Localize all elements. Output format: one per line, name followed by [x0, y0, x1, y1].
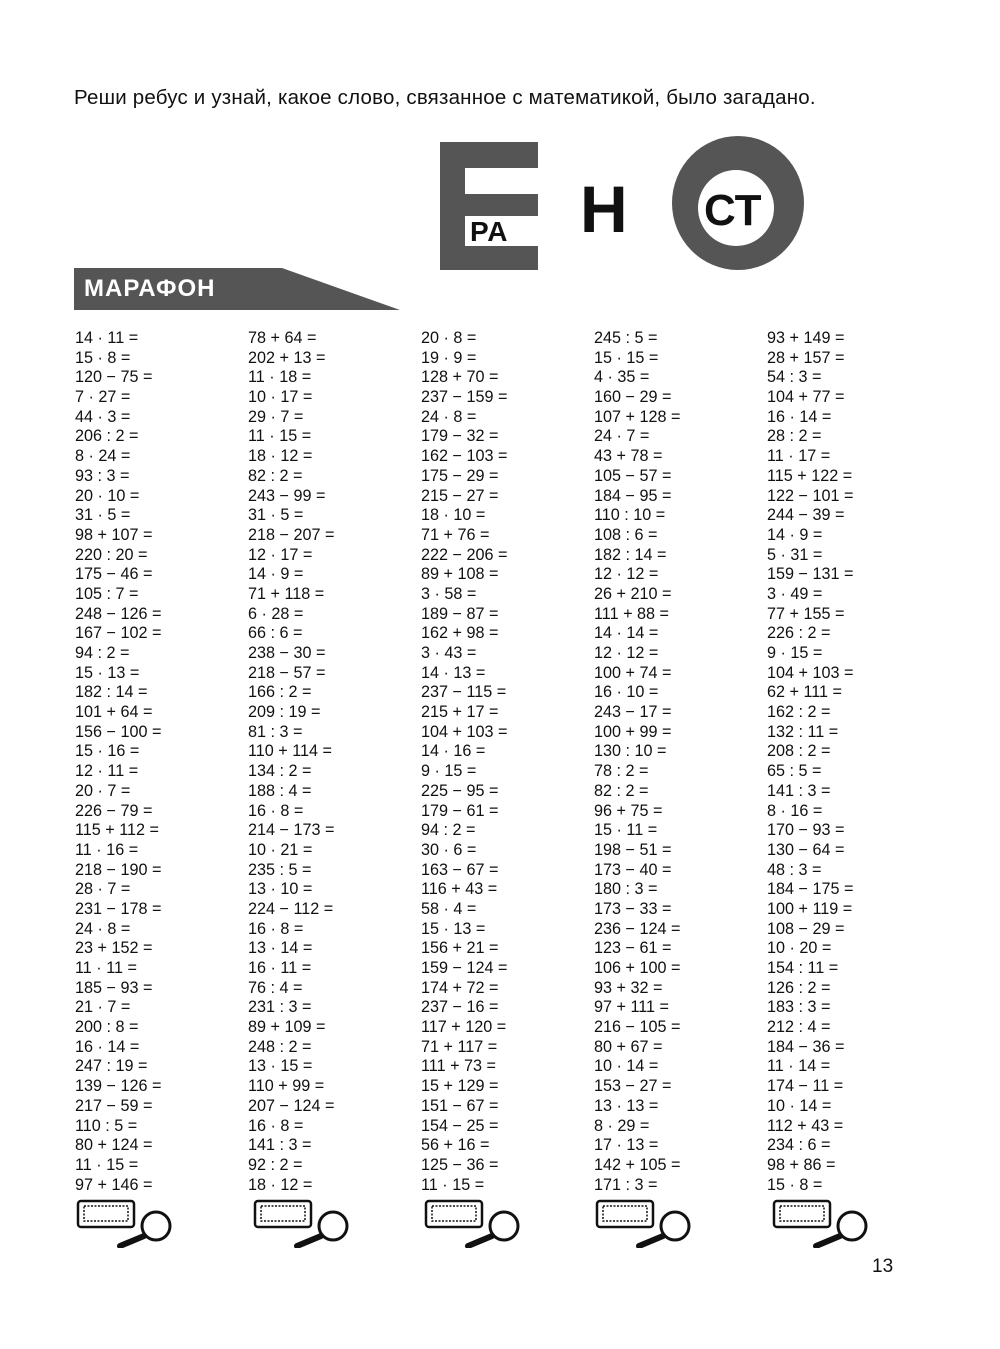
- exercise-item: 244 − 39 =: [767, 506, 845, 525]
- check-calculator-icon: [772, 1198, 872, 1248]
- exercise-item: 208 : 2 =: [767, 742, 831, 761]
- exercise-item: 156 + 21 =: [421, 939, 499, 958]
- exercise-item: 215 − 27 =: [421, 486, 499, 505]
- exercise-item: 5 · 31 =: [767, 545, 823, 564]
- exercise-item: 156 − 100 =: [75, 722, 162, 741]
- exercise-item: 8 · 24 =: [75, 447, 131, 466]
- exercise-item: 3 · 58 =: [421, 584, 477, 603]
- exercise-item: 17 · 13 =: [594, 1136, 659, 1155]
- exercise-item: 15 · 15 =: [594, 348, 659, 367]
- exercise-item: 24 · 8 =: [75, 919, 131, 938]
- exercise-item: 18 · 10 =: [421, 506, 486, 525]
- exercise-item: 94 : 2 =: [75, 644, 130, 662]
- exercise-item: 71 + 76 =: [421, 525, 490, 544]
- exercise-item: 215 + 17 =: [421, 703, 499, 722]
- page-number: 13: [872, 1256, 894, 1277]
- exercise-item: 110 : 5 =: [75, 1116, 138, 1135]
- exercise-item: 175 − 46 =: [75, 565, 153, 584]
- exercise-item: 116 + 43 =: [421, 880, 498, 899]
- exercise-item: 237 − 159 =: [421, 388, 508, 407]
- exercise-item: 100 + 74 =: [594, 663, 672, 682]
- exercise-item: 12 · 12 =: [594, 644, 659, 662]
- exercise-item: 130 : 10 =: [594, 742, 667, 761]
- exercise-item: 198 − 51 =: [594, 840, 672, 859]
- exercise-item: 3 · 43 =: [421, 644, 477, 662]
- exercise-item: 154 : 11 =: [767, 959, 839, 977]
- exercise-item: 78 : 2 =: [594, 762, 649, 781]
- exercise-item: 56 + 16 =: [421, 1136, 490, 1155]
- exercise-item: 9 · 15 =: [767, 644, 823, 662]
- exercise-item: 6 · 28 =: [248, 604, 304, 623]
- exercise-item: 222 − 206 =: [421, 545, 508, 564]
- exercise-item: 218 − 190 =: [75, 860, 162, 879]
- exercise-item: 123 − 61 =: [594, 939, 672, 958]
- exercise-item: 207 − 124 =: [248, 1096, 335, 1115]
- exercise-item: 182 : 14 =: [75, 683, 148, 702]
- exercise-item: 159 − 131 =: [767, 565, 854, 584]
- exercise-item: 11 · 17 =: [767, 447, 831, 466]
- exercise-item: 218 − 57 =: [248, 663, 326, 682]
- exercise-item: 111 + 73 =: [421, 1057, 497, 1076]
- exercise-item: 78 + 64 =: [248, 329, 317, 347]
- exercise-item: 212 : 4 =: [767, 1018, 831, 1037]
- exercise-item: 9 · 15 =: [421, 762, 477, 781]
- exercise-item: 153 − 27 =: [594, 1077, 672, 1096]
- exercise-item: 141 : 3 =: [248, 1136, 312, 1155]
- exercise-item: 43 + 78 =: [594, 447, 663, 466]
- exercise-item: 206 : 2 =: [75, 427, 139, 446]
- rebus-letter-e: [440, 142, 538, 270]
- exercise-item: 23 + 152 =: [75, 939, 153, 958]
- exercise-item: 8 · 29 =: [594, 1116, 650, 1135]
- exercise-item: 13 · 13 =: [594, 1096, 659, 1115]
- exercise-item: 125 − 36 =: [421, 1155, 499, 1174]
- exercise-item: 20 · 10 =: [75, 486, 140, 505]
- exercise-item: 141 : 3 =: [767, 781, 831, 800]
- task-instruction: Реши ребус и узнай, какое слово, связанное с математикой, было загадано.: [74, 86, 816, 109]
- exercise-item: 189 − 87 =: [421, 604, 499, 623]
- exercise-item: 15 + 129 =: [421, 1077, 499, 1096]
- exercise-item: 15 · 8 =: [75, 348, 131, 367]
- exercise-item: 14 · 14 =: [594, 624, 659, 643]
- exercise-item: 139 − 126 =: [75, 1077, 162, 1096]
- exercise-item: 217 − 59 =: [75, 1096, 153, 1115]
- exercise-column-2: [248, 329, 418, 1195]
- exercise-item: 89 + 108 =: [421, 565, 499, 584]
- exercise-item: 94 : 2 =: [421, 821, 476, 840]
- exercise-item: 81 : 3 =: [248, 722, 303, 741]
- exercise-item: 18 · 12 =: [248, 447, 313, 466]
- exercise-item: 62 + 111 =: [767, 683, 843, 702]
- exercise-item: 247 : 19 =: [75, 1057, 148, 1076]
- exercise-item: 162 + 98 =: [421, 624, 499, 643]
- exercise-item: 97 + 111 =: [594, 998, 670, 1017]
- exercise-item: 185 − 93 =: [75, 978, 153, 997]
- exercise-item: 11 · 15 =: [421, 1175, 485, 1194]
- exercise-item: 16 · 11 =: [248, 959, 312, 977]
- exercise-item: 28 · 7 =: [75, 880, 131, 899]
- exercise-item: 105 : 7 =: [75, 584, 139, 603]
- exercise-item: 13 · 14 =: [248, 939, 313, 958]
- exercise-item: 12 · 11 =: [75, 762, 139, 781]
- exercise-item: 10 · 17 =: [248, 388, 313, 407]
- exercise-item: 122 − 101 =: [767, 486, 854, 505]
- exercise-column-1: [75, 329, 245, 1195]
- exercise-item: 82 : 2 =: [248, 466, 303, 485]
- exercise-item: 54 : 3 =: [767, 368, 822, 387]
- exercise-column-4: [594, 329, 764, 1195]
- exercise-item: 159 − 124 =: [421, 959, 508, 977]
- rebus-o-inner-letters: СТ: [704, 186, 762, 235]
- exercise-item: 108 − 29 =: [767, 919, 845, 938]
- exercise-item: 174 − 11 =: [767, 1077, 844, 1096]
- rebus-letter-h: Н: [580, 172, 628, 246]
- exercise-item: 160 − 29 =: [594, 388, 672, 407]
- exercise-item: 15 · 13 =: [421, 919, 486, 938]
- rebus-e-inner-letters: РА: [470, 216, 509, 247]
- check-calculator-icon: [253, 1198, 353, 1248]
- exercise-item: 108 : 6 =: [594, 525, 658, 544]
- exercise-item: 77 + 155 =: [767, 604, 845, 623]
- exercise-item: 163 − 67 =: [421, 860, 499, 879]
- exercise-item: 209 : 19 =: [248, 703, 321, 722]
- exercise-item: 97 + 146 =: [75, 1175, 153, 1194]
- exercise-item: 184 − 36 =: [767, 1037, 845, 1056]
- exercise-item: 11 · 15 =: [75, 1155, 139, 1174]
- exercise-item: 162 − 103 =: [421, 447, 508, 466]
- exercise-item: 115 + 112 =: [75, 821, 160, 840]
- exercise-item: 224 − 112 =: [248, 899, 334, 918]
- exercise-item: 16 · 14 =: [767, 407, 832, 426]
- exercise-item: 104 + 103 =: [421, 722, 508, 741]
- exercise-item: 98 + 86 =: [767, 1155, 836, 1174]
- exercise-item: 16 · 10 =: [594, 683, 659, 702]
- exercise-item: 112 + 43 =: [767, 1116, 844, 1135]
- exercise-item: 20 · 8 =: [421, 329, 477, 347]
- exercise-item: 14 · 11 =: [75, 329, 139, 347]
- exercise-item: 14 · 13 =: [421, 663, 486, 682]
- exercise-item: 182 : 14 =: [594, 545, 667, 564]
- exercise-item: 154 − 25 =: [421, 1116, 499, 1135]
- exercise-item: 7 · 27 =: [75, 388, 131, 407]
- exercise-item: 100 + 119 =: [767, 899, 853, 918]
- exercise-item: 3 · 49 =: [767, 584, 823, 603]
- exercise-item: 238 − 30 =: [248, 644, 326, 662]
- exercise-item: 226 : 2 =: [767, 624, 831, 643]
- exercise-item: 13 · 15 =: [248, 1057, 313, 1076]
- exercise-item: 96 + 75 =: [594, 801, 663, 820]
- exercise-item: 44 · 3 =: [75, 407, 131, 426]
- exercise-item: 117 + 120 =: [421, 1018, 507, 1037]
- exercise-item: 18 · 12 =: [248, 1175, 313, 1194]
- exercise-item: 71 + 117 =: [421, 1037, 498, 1056]
- exercise-item: 31 · 5 =: [75, 506, 131, 525]
- exercise-item: 100 + 99 =: [594, 722, 672, 741]
- rebus-e-notch-top: [465, 168, 538, 194]
- exercise-item: 110 : 10 =: [594, 506, 666, 525]
- exercise-item: 82 : 2 =: [594, 781, 649, 800]
- exercise-item: 174 + 72 =: [421, 978, 499, 997]
- exercise-item: 66 : 6 =: [248, 624, 303, 643]
- exercise-item: 179 − 32 =: [421, 427, 499, 446]
- exercise-item: 183 : 3 =: [767, 998, 831, 1017]
- exercise-item: 65 : 5 =: [767, 762, 822, 781]
- exercise-column-5: [767, 329, 937, 1195]
- exercise-item: 101 + 64 =: [75, 703, 153, 722]
- exercise-item: 89 + 109 =: [248, 1018, 326, 1037]
- exercise-item: 48 : 3 =: [767, 860, 822, 879]
- exercise-item: 15 · 16 =: [75, 742, 140, 761]
- exercise-item: 218 − 207 =: [248, 525, 335, 544]
- exercise-item: 71 + 118 =: [248, 584, 325, 603]
- exercise-item: 26 + 210 =: [594, 584, 672, 603]
- exercise-item: 126 : 2 =: [767, 978, 831, 997]
- exercise-item: 29 · 7 =: [248, 407, 304, 426]
- exercise-item: 115 + 122 =: [767, 466, 853, 485]
- exercise-item: 11 · 16 =: [75, 840, 139, 859]
- exercise-item: 202 + 13 =: [248, 348, 326, 367]
- exercise-item: 11 · 11 =: [75, 959, 137, 977]
- exercise-item: 19 · 9 =: [421, 348, 477, 367]
- exercise-item: 216 − 105 =: [594, 1018, 681, 1037]
- exercise-column-3: [421, 329, 591, 1195]
- exercise-item: 15 · 13 =: [75, 663, 140, 682]
- exercise-item: 220 : 20 =: [75, 545, 148, 564]
- exercise-item: 24 · 8 =: [421, 407, 477, 426]
- exercise-item: 31 · 5 =: [248, 506, 304, 525]
- exercise-item: 76 : 4 =: [248, 978, 303, 997]
- exercise-item: 134 : 2 =: [248, 762, 312, 781]
- exercise-item: 243 − 99 =: [248, 486, 326, 505]
- exercise-item: 225 − 95 =: [421, 781, 499, 800]
- exercise-item: 180 : 3 =: [594, 880, 658, 899]
- exercise-item: 237 − 16 =: [421, 998, 499, 1017]
- exercise-item: 243 − 17 =: [594, 703, 672, 722]
- exercise-item: 16 · 14 =: [75, 1037, 140, 1056]
- exercise-item: 236 − 124 =: [594, 919, 681, 938]
- exercise-item: 20 · 7 =: [75, 781, 131, 800]
- exercise-item: 166 : 2 =: [248, 683, 312, 702]
- exercise-item: 231 : 3 =: [248, 998, 312, 1017]
- exercise-item: 16 · 8 =: [248, 1116, 304, 1135]
- exercise-item: 110 + 114 =: [248, 742, 333, 761]
- exercise-item: 98 + 107 =: [75, 525, 153, 544]
- exercise-item: 167 − 102 =: [75, 624, 162, 643]
- check-calculator-icon: [76, 1198, 176, 1248]
- exercise-item: 248 : 2 =: [248, 1037, 312, 1056]
- exercise-item: 15 · 11 =: [594, 821, 658, 840]
- exercise-item: 104 + 103 =: [767, 663, 854, 682]
- exercise-item: 12 · 17 =: [248, 545, 313, 564]
- exercise-item: 93 : 3 =: [75, 466, 130, 485]
- exercise-item: 92 : 2 =: [248, 1155, 303, 1174]
- exercise-item: 12 · 12 =: [594, 565, 659, 584]
- exercise-item: 14 · 9 =: [248, 565, 304, 584]
- exercise-item: 110 + 99 =: [248, 1077, 325, 1096]
- exercise-item: 16 · 8 =: [248, 919, 304, 938]
- exercise-item: 15 · 8 =: [767, 1175, 823, 1194]
- exercise-item: 130 − 64 =: [767, 840, 845, 859]
- exercise-item: 245 : 5 =: [594, 329, 658, 347]
- exercise-item: 80 + 67 =: [594, 1037, 663, 1056]
- exercise-item: 16 · 8 =: [248, 801, 304, 820]
- exercise-item: 14 · 9 =: [767, 525, 823, 544]
- exercise-item: 142 + 105 =: [594, 1155, 681, 1174]
- exercise-item: 58 · 4 =: [421, 899, 477, 918]
- exercise-item: 30 · 6 =: [421, 840, 477, 859]
- exercise-item: 132 : 11 =: [767, 722, 839, 741]
- exercise-item: 173 − 33 =: [594, 899, 672, 918]
- exercise-item: 226 − 79 =: [75, 801, 153, 820]
- exercise-item: 231 − 178 =: [75, 899, 162, 918]
- exercise-item: 128 + 70 =: [421, 368, 499, 387]
- exercise-item: 234 : 6 =: [767, 1136, 831, 1155]
- exercise-item: 179 − 61 =: [421, 801, 499, 820]
- exercise-item: 80 + 124 =: [75, 1136, 153, 1155]
- exercise-item: 200 : 8 =: [75, 1018, 139, 1037]
- exercise-item: 162 : 2 =: [767, 703, 831, 722]
- exercise-item: 10 · 20 =: [767, 939, 832, 958]
- exercise-item: 11 · 18 =: [248, 368, 312, 387]
- exercise-item: 107 + 128 =: [594, 407, 681, 426]
- exercise-item: 214 − 173 =: [248, 821, 335, 840]
- exercise-item: 106 + 100 =: [594, 959, 681, 977]
- exercise-item: 24 · 7 =: [594, 427, 650, 446]
- exercise-item: 14 · 16 =: [421, 742, 486, 761]
- section-title: МАРАФОН: [84, 275, 216, 302]
- exercise-item: 104 + 77 =: [767, 388, 845, 407]
- exercise-item: 4 · 35 =: [594, 368, 650, 387]
- exercise-item: 21 · 7 =: [75, 998, 131, 1017]
- exercise-item: 11 · 15 =: [248, 427, 312, 446]
- check-calculator-icon: [424, 1198, 524, 1248]
- exercise-item: 184 − 95 =: [594, 486, 672, 505]
- exercise-item: 188 : 4 =: [248, 781, 312, 800]
- exercise-item: 184 − 175 =: [767, 880, 854, 899]
- check-calculator-icon: [595, 1198, 695, 1248]
- exercise-item: 8 · 16 =: [767, 801, 823, 820]
- exercise-item: 248 − 126 =: [75, 604, 162, 623]
- exercise-item: 28 : 2 =: [767, 427, 822, 446]
- exercise-item: 173 − 40 =: [594, 860, 672, 879]
- exercise-item: 151 − 67 =: [421, 1096, 499, 1115]
- exercise-item: 13 · 10 =: [248, 880, 313, 899]
- exercise-item: 235 : 5 =: [248, 860, 312, 879]
- exercise-item: 171 : 3 =: [594, 1175, 658, 1194]
- exercise-item: 11 · 14 =: [767, 1057, 831, 1076]
- exercise-item: 170 − 93 =: [767, 821, 845, 840]
- exercise-item: 10 · 21 =: [248, 840, 313, 859]
- exercise-item: 111 + 88 =: [594, 604, 670, 623]
- exercise-item: 10 · 14 =: [594, 1057, 659, 1076]
- exercise-item: 105 − 57 =: [594, 466, 672, 485]
- exercise-item: 10 · 14 =: [767, 1096, 832, 1115]
- exercise-item: 175 − 29 =: [421, 466, 499, 485]
- exercise-item: 120 − 75 =: [75, 368, 153, 387]
- exercise-item: 93 + 149 =: [767, 329, 845, 347]
- exercise-item: 237 − 115 =: [421, 683, 507, 702]
- exercise-item: 93 + 32 =: [594, 978, 663, 997]
- exercise-item: 28 + 157 =: [767, 348, 845, 367]
